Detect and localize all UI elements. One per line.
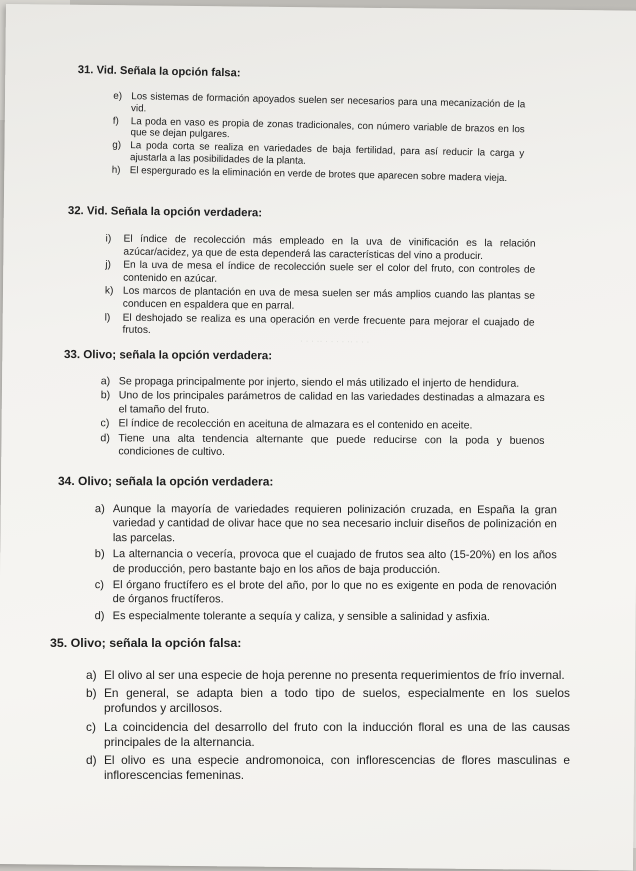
option-text: La coincidencia del desarrollo del fruto con la inducción floral es una de las causas principales de la alternancia. bbox=[104, 719, 570, 749]
option-b bbox=[101, 390, 545, 420]
option-a bbox=[101, 375, 545, 391]
option-a bbox=[86, 668, 570, 683]
option-c bbox=[95, 578, 557, 608]
option-text: El índice de recolección en aceituna de almazara es el contenido en aceite. bbox=[118, 417, 473, 432]
option-d bbox=[100, 432, 544, 462]
option-text: En la uva de mesa el índice de recolección suele ser el color del fruto, con controles de contenido en azúcar. bbox=[123, 259, 536, 285]
option-letter: b) bbox=[94, 548, 105, 561]
option-k bbox=[105, 286, 535, 316]
option-text: Los marcos de plantación en uva de mesa suelen ser más amplios cuando las plantas se conducen en espaldera que en parral. bbox=[122, 286, 535, 312]
option-letter: j) bbox=[105, 259, 111, 271]
option-text: Aunque la mayoría de variedades requieren polinización cruzada, en España la gran variedad y cantidad de olivar hace que no sea necesario incluir diseños de polinización en las parcelas. bbox=[112, 503, 557, 545]
option-text: Uno de los principales parámetros de calidad en las variedades destinadas a almazara es el tamaño del fruto. bbox=[118, 389, 545, 416]
question-34 bbox=[58, 474, 568, 627]
option-letter: k) bbox=[104, 285, 114, 297]
question-title: 34. Olivo; señala la opción verdadera: bbox=[57, 474, 274, 489]
option-list bbox=[100, 375, 545, 461]
option-text: La poda en vaso es propia de zonas tradicionales, con número variable de brazos en los que se dejan pulgares. bbox=[130, 115, 525, 141]
option-letter: d) bbox=[86, 753, 97, 768]
option-a bbox=[95, 502, 557, 546]
question-title: 31. Vid. Señala la opción falsa: bbox=[77, 64, 241, 80]
option-text: El olivo al ser una especie de hoja perenne no presenta requerimientos de frío invernal. bbox=[104, 668, 565, 682]
option-letter: h) bbox=[111, 164, 121, 176]
option-letter: c) bbox=[94, 579, 104, 592]
option-list bbox=[112, 91, 526, 185]
option-l bbox=[104, 312, 534, 342]
option-text: El índice de recolección más empleado en la uva de vinificación es la relación azúcar/acidez, ya que de esta dependerá las características del vino a producir. bbox=[123, 233, 536, 262]
option-text: La alternancia o vecería, provoca que el cuajado de frutos sea alto (15-20%) en los años de producción, pero bastante bajo en los años de baja producción. bbox=[112, 548, 557, 576]
option-letter: f) bbox=[112, 115, 119, 127]
option-letter: d) bbox=[94, 609, 105, 622]
option-letter: e) bbox=[113, 90, 123, 102]
option-letter: b) bbox=[86, 686, 97, 701]
option-text: Tiene una alta tendencia alternante que puede reducirse con la poda y buenos condiciones de cultivo. bbox=[118, 431, 545, 459]
option-d bbox=[95, 609, 557, 625]
option-text: El órgano fructífero es el brote del año, por lo que no es exigente en poda de renovación de órganos fructíferos. bbox=[112, 579, 557, 606]
option-text: Es especialmente tolerante a sequía y caliza, y sensible a salinidad y asfixia. bbox=[112, 609, 491, 623]
option-c bbox=[86, 720, 570, 750]
option-i bbox=[105, 233, 535, 263]
option-letter: d) bbox=[100, 431, 110, 444]
option-letter: a) bbox=[100, 375, 111, 388]
option-letter: l) bbox=[104, 312, 111, 324]
option-d bbox=[86, 753, 570, 783]
question-32 bbox=[66, 205, 548, 344]
option-list bbox=[104, 233, 535, 342]
option-j bbox=[105, 260, 535, 290]
option-letter: i) bbox=[105, 233, 112, 245]
option-text: El deshojado se realiza es una operación en verde frecuente para mejorar el cuajado de frutos. bbox=[122, 312, 535, 337]
option-letter: c) bbox=[100, 417, 110, 430]
option-c bbox=[100, 417, 544, 433]
option-letter: b) bbox=[100, 389, 111, 402]
option-letter: g) bbox=[112, 139, 122, 151]
option-text: El espergurado es la eliminación en verde de brotes que aparecen sobre madera vieja. bbox=[129, 164, 508, 184]
question-31 bbox=[76, 64, 538, 186]
question-33 bbox=[63, 348, 554, 462]
option-list bbox=[95, 502, 557, 624]
option-text: En general, se adapta bien a todo tipo de suelos, especialmente en los suelos profundos y arcillosos. bbox=[104, 686, 570, 716]
option-text: Los sistemas de formación apoyados suelen ser necesarios para una mecanización de la vid. bbox=[130, 91, 526, 114]
option-text: Se propaga principalmente por injerto, siendo el más utilizado el injerto de hendidura. bbox=[118, 375, 520, 390]
option-b bbox=[95, 547, 557, 577]
question-35 bbox=[50, 636, 580, 786]
option-text: El olivo es una especie andromonoica, con inflorescencias de flores masculinas e inflorescencias femeninas. bbox=[104, 753, 570, 783]
option-letter: a) bbox=[94, 503, 105, 516]
option-b bbox=[86, 686, 570, 716]
option-letter: c) bbox=[86, 719, 96, 734]
option-list bbox=[86, 668, 570, 783]
option-text: La poda corta se realiza en variedades de baja fertilidad, para así reducir la carga y ajustarla a las posibilidades de la planta. bbox=[129, 140, 525, 167]
option-letter: a) bbox=[86, 668, 97, 682]
question-title: 35. Olivo; señala la opción falsa: bbox=[50, 636, 242, 650]
question-title: 33. Olivo; señala la opción verdadera: bbox=[63, 348, 273, 363]
show-through-text: · · · ·· · · · · ·· · · · bbox=[299, 335, 370, 347]
question-title: 32. Vid. Señala la opción verdadera: bbox=[67, 205, 263, 220]
